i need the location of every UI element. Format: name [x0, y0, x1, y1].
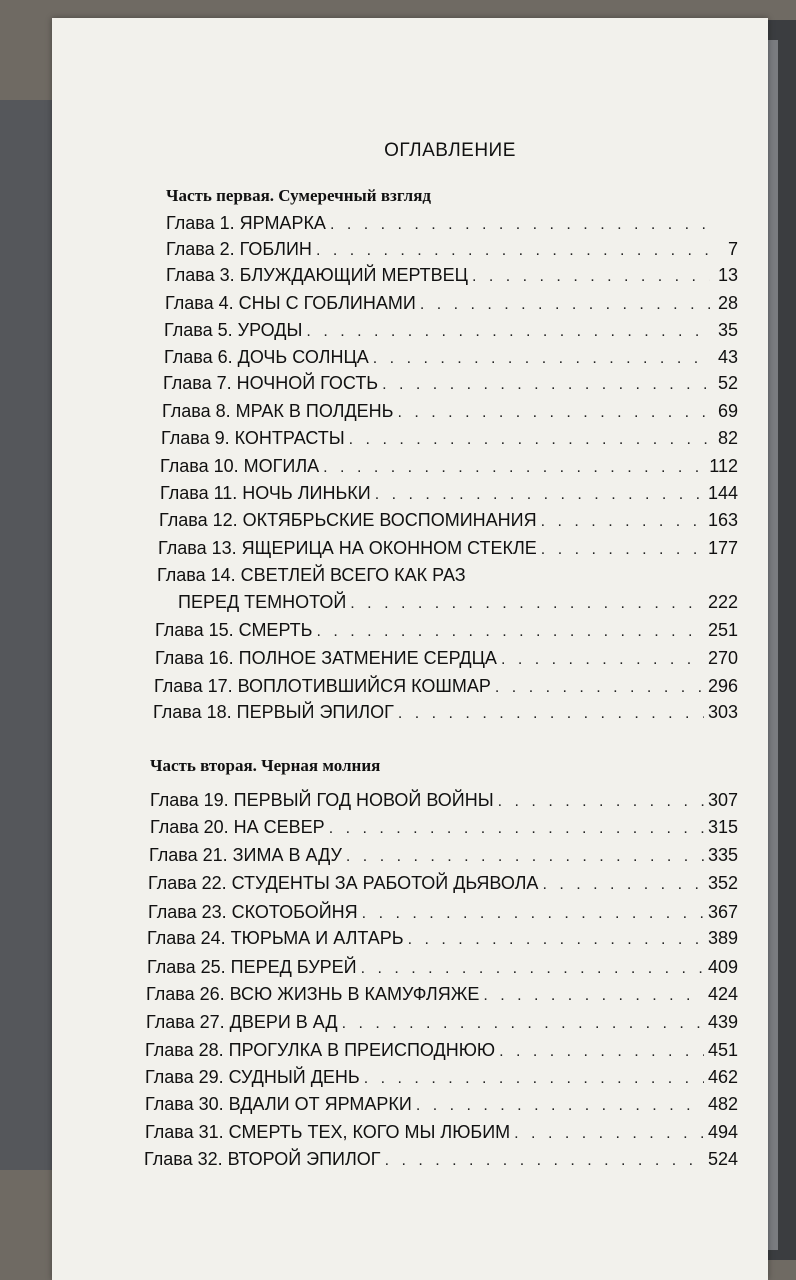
toc-label: Глава 3. БЛУЖДАЮЩИЙ МЕРТВЕЦ	[166, 265, 468, 285]
toc-leader-dots	[329, 820, 704, 838]
toc-label: Глава 19. ПЕРВЫЙ ГОД НОВОЙ ВОЙНЫ	[150, 790, 494, 810]
toc-page-number: 307	[707, 790, 738, 810]
toc-label: Глава 31. СМЕРТЬ ТЕХ, КОГО МЫ ЛЮБИМ	[145, 1122, 511, 1142]
part-one-heading: Часть первая. Сумеречный взгляд	[166, 186, 432, 205]
toc-leader-dots	[306, 323, 710, 341]
toc-label: Глава 16. ПОЛНОЕ ЗАТМЕНИЕ СЕРДЦА	[155, 648, 497, 668]
toc-page-number: 524	[707, 1149, 738, 1169]
toc-page-number: 112	[709, 456, 738, 476]
toc-leader-dots	[499, 1043, 704, 1061]
toc-row	[154, 676, 738, 702]
toc-label: Глава 29. СУДНЫЙ ДЕНЬ	[145, 1067, 360, 1087]
toc-page-number: 303	[707, 702, 738, 722]
toc-leader-dots	[514, 1125, 704, 1143]
toc-page-number: 482	[707, 1094, 738, 1114]
toc-leader-dots	[498, 793, 704, 811]
toc-page-number: 409	[707, 957, 738, 977]
toc-page-number: 352	[707, 873, 738, 893]
toc-row	[145, 1122, 738, 1148]
toc-row	[178, 592, 738, 618]
toc-leader-dots	[416, 1097, 704, 1115]
toc-leader-dots	[398, 404, 711, 422]
toc-label: Глава 20. НА СЕВЕР	[150, 817, 325, 837]
toc-leader-dots	[495, 679, 704, 697]
toc-leader-dots	[316, 242, 710, 260]
toc-row	[147, 957, 738, 983]
toc-leader-dots	[541, 513, 704, 531]
toc-label: Глава 30. ВДАЛИ ОТ ЯРМАРКИ	[145, 1094, 412, 1114]
toc-page-number: 451	[707, 1040, 738, 1060]
toc-row	[164, 347, 738, 373]
toc-leader-dots	[323, 459, 705, 477]
toc-label: ПЕРЕД ТЕМНОТОЙ	[178, 592, 347, 612]
toc-row	[153, 702, 738, 728]
toc-label: Глава 13. ЯЩЕРИЦА НА ОКОННОМ СТЕКЛЕ	[158, 538, 537, 558]
toc-leader-dots	[350, 595, 704, 613]
toc-label: Глава 11. НОЧЬ ЛИНЬКИ	[160, 483, 371, 503]
toc-label: Глава 17. ВОПЛОТИВШИЙСЯ КОШМАР	[154, 676, 491, 696]
toc-row	[160, 456, 738, 482]
toc-row	[159, 510, 738, 536]
toc-row	[150, 790, 738, 816]
toc-label: Глава 24. ТЮРЬМА И АЛТАРЬ	[147, 928, 404, 948]
toc-label: Глава 7. НОЧНОЙ ГОСТЬ	[163, 373, 379, 393]
toc-label: Глава 28. ПРОГУЛКА В ПРЕИСПОДНЮЮ	[145, 1040, 496, 1060]
toc-label: Глава 4. СНЫ С ГОБЛИНАМИ	[165, 293, 416, 313]
toc-row	[166, 239, 738, 265]
toc-row	[166, 265, 738, 291]
toc-page-number: 439	[707, 1012, 738, 1032]
toc-row	[160, 483, 738, 509]
toc-row	[150, 817, 738, 843]
toc-row	[161, 428, 738, 454]
toc-label: Глава 18. ПЕРВЫЙ ЭПИЛОГ	[153, 702, 394, 722]
toc-page-number: 69	[717, 401, 738, 421]
toc-leader-dots	[472, 268, 710, 286]
page-title: ОГЛАВЛЕНИЕ	[384, 140, 516, 161]
toc-leader-dots	[382, 376, 710, 394]
toc-row	[158, 538, 738, 564]
toc-leader-dots	[541, 541, 704, 559]
toc-label: Глава 1. ЯРМАРКА	[166, 213, 326, 233]
toc-label: Глава 25. ПЕРЕД БУРЕЙ	[147, 957, 357, 977]
toc-label: Глава 6. ДОЧЬ СОЛНЦА	[164, 347, 369, 367]
toc-row	[162, 401, 738, 427]
toc-leader-dots	[330, 216, 710, 234]
toc-page-number: 270	[707, 648, 738, 668]
toc-page-number: 13	[717, 265, 738, 285]
toc-row	[164, 320, 738, 346]
toc-row	[166, 213, 738, 239]
part-two-heading: Часть вторая. Черная молния	[150, 756, 381, 775]
toc-leader-dots	[483, 987, 704, 1005]
toc-page-number: 35	[717, 320, 738, 340]
toc-leader-dots	[385, 1152, 704, 1170]
toc-row	[148, 873, 738, 899]
toc-row	[146, 984, 738, 1010]
toc-label: Глава 15. СМЕРТЬ	[155, 620, 313, 640]
toc-row	[149, 845, 738, 871]
toc-leader-dots	[542, 876, 704, 894]
toc-row	[145, 1067, 738, 1093]
toc-row	[145, 1040, 738, 1066]
toc-row	[157, 565, 738, 591]
toc-row	[145, 1094, 738, 1120]
toc-row	[155, 648, 738, 674]
toc-page-number: 251	[707, 620, 738, 640]
toc-leader-dots	[349, 431, 710, 449]
toc-page-number: 82	[717, 428, 738, 448]
toc-row	[163, 373, 738, 399]
toc-row	[146, 1012, 738, 1038]
toc-leader-dots	[361, 960, 704, 978]
toc-label: Глава 5. УРОДЫ	[164, 320, 303, 340]
toc-page-number: 7	[727, 239, 738, 259]
toc-row	[165, 293, 738, 319]
toc-leader-dots	[373, 350, 710, 368]
toc-row	[155, 620, 738, 646]
toc-row	[148, 902, 738, 928]
toc-page-number: 52	[717, 373, 738, 393]
toc-label: Глава 14. СВЕТЛЕЙ ВСЕГО КАК РАЗ	[157, 565, 466, 585]
toc-leader-dots	[375, 486, 704, 504]
toc-label: Глава 23. СКОТОБОЙНЯ	[148, 902, 358, 922]
toc-label: Глава 26. ВСЮ ЖИЗНЬ В КАМУФЛЯЖЕ	[146, 984, 480, 1004]
toc-label: Глава 9. КОНТРАСТЫ	[161, 428, 345, 448]
toc-page-number: 494	[707, 1122, 738, 1142]
toc-page-number: 43	[717, 347, 738, 367]
toc-label: Глава 8. МРАК В ПОЛДЕНЬ	[162, 401, 394, 421]
toc-page-number: 424	[707, 984, 738, 1004]
toc-page-number: 177	[707, 538, 738, 558]
toc-page-number: 222	[707, 592, 738, 612]
toc-leader-dots	[342, 1015, 704, 1033]
toc-row	[147, 928, 738, 954]
toc-page-number: 28	[717, 293, 738, 313]
toc-page-number: 462	[707, 1067, 738, 1087]
toc-leader-dots	[408, 931, 704, 949]
toc-page-number: 296	[707, 676, 738, 696]
toc-label: Глава 10. МОГИЛА	[160, 456, 320, 476]
toc-label: Глава 2. ГОБЛИН	[166, 239, 312, 259]
toc-label: Глава 21. ЗИМА В АДУ	[149, 845, 342, 865]
toc-label: Глава 12. ОКТЯБРЬСКИЕ ВОСПОМИНАНИЯ	[159, 510, 537, 530]
toc-label: Глава 22. СТУДЕНТЫ ЗА РАБОТОЙ ДЬЯВОЛА	[148, 873, 539, 893]
toc-leader-dots	[398, 705, 704, 723]
toc-leader-dots	[346, 848, 704, 866]
toc-page-number: 367	[707, 902, 738, 922]
toc-page-number: 315	[707, 817, 738, 837]
toc-label: Глава 27. ДВЕРИ В АД	[146, 1012, 338, 1032]
toc-leader-dots	[501, 651, 704, 669]
toc-page-number: 335	[707, 845, 738, 865]
toc-label: Глава 32. ВТОРОЙ ЭПИЛОГ	[144, 1149, 381, 1169]
toc-leader-dots	[316, 623, 704, 641]
toc-row	[144, 1149, 738, 1175]
toc-leader-dots	[420, 296, 710, 314]
toc-leader-dots	[364, 1070, 704, 1088]
toc-page-number: 389	[707, 928, 738, 948]
toc-leader-dots	[362, 905, 704, 923]
toc-page-number: 163	[707, 510, 738, 530]
toc-page-number: 144	[707, 483, 738, 503]
